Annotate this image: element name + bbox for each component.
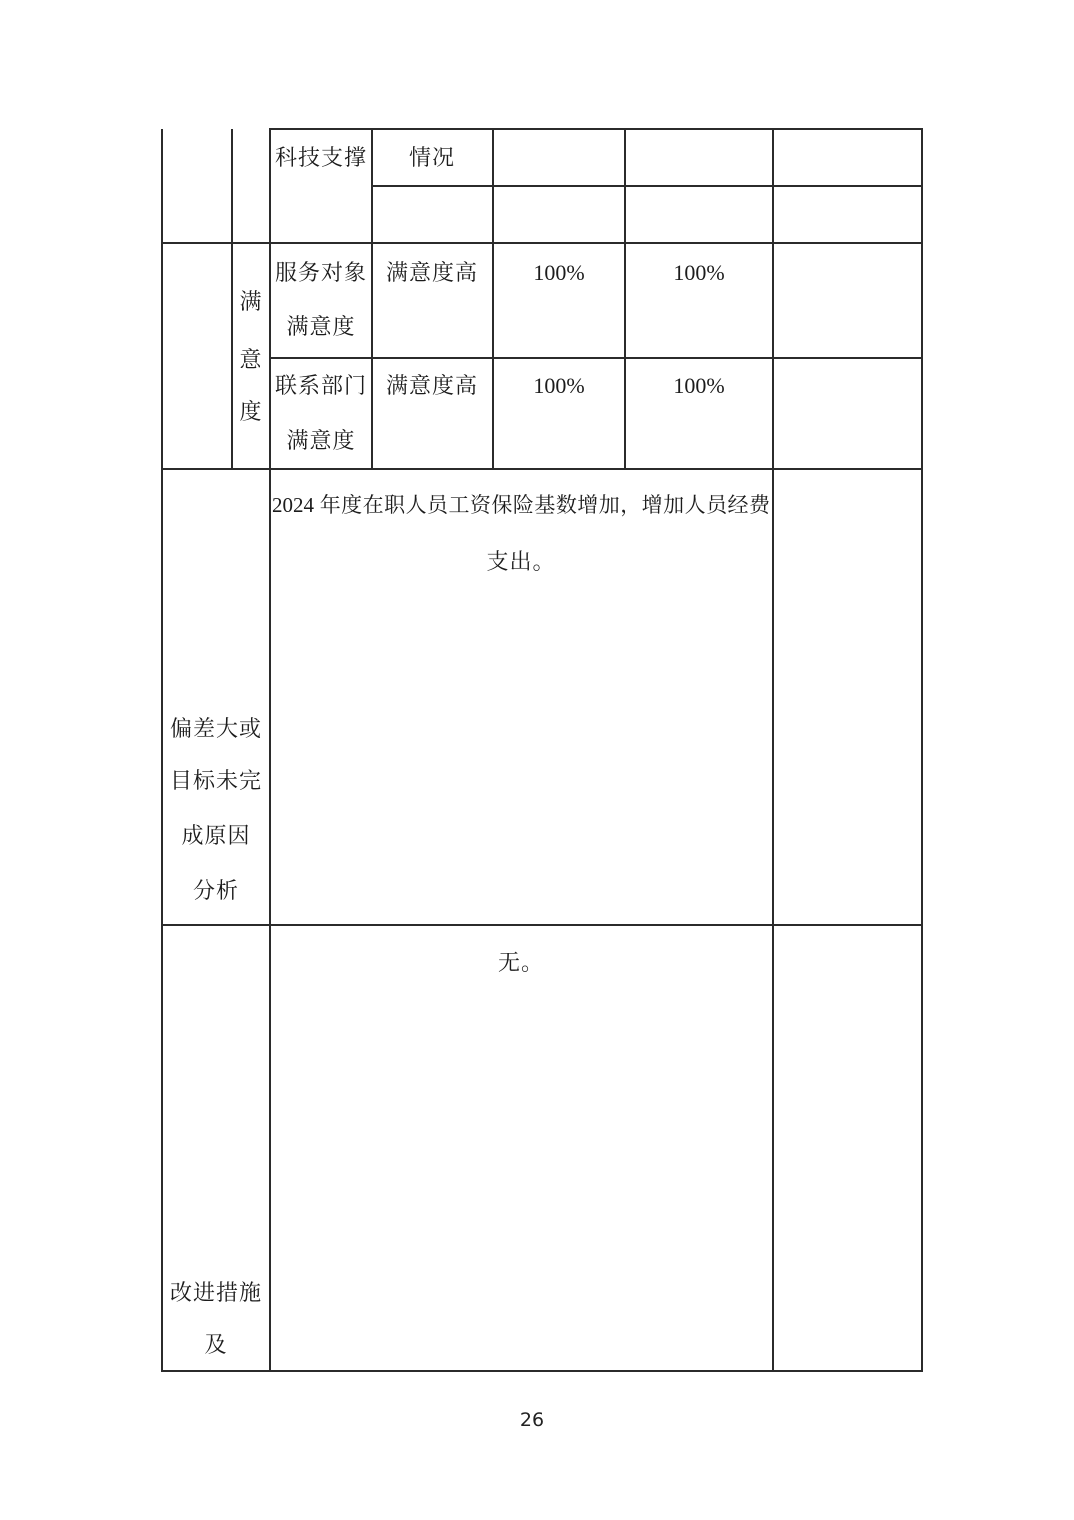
table-border-deviation-top	[161, 468, 923, 470]
deviation-label-line2: 目标未完	[169, 768, 263, 793]
deviation-label-line1: 偏差大或	[169, 716, 263, 741]
deviation-content-line1: 2024 年度在职人员工资保险基数增加，增加人员经费	[272, 493, 770, 517]
indicator-criteria-situation: 情况	[408, 145, 456, 170]
service-target-criteria: 满意度高	[385, 260, 479, 285]
table-border-under-criteria	[371, 185, 923, 187]
liaison-dept-indicator-line2: 满意度	[286, 428, 356, 453]
satisfaction-category-char-3: 度	[239, 399, 263, 424]
service-target-indicator-line1: 服务对象	[274, 260, 368, 285]
page-number: 26	[519, 1409, 545, 1431]
improvement-label-line1: 改进措施	[169, 1280, 263, 1305]
table-border-col7	[772, 128, 774, 1372]
liaison-dept-indicator-line1: 联系部门	[274, 373, 368, 398]
improvement-label-line2: 及	[204, 1332, 228, 1357]
table-border-bottom	[161, 1370, 923, 1372]
service-target-actual-value: 100%	[673, 260, 725, 285]
satisfaction-category-char-1: 满	[239, 289, 263, 314]
service-target-target-value: 100%	[533, 260, 585, 285]
liaison-dept-criteria: 满意度高	[385, 373, 479, 398]
table-border-satisfaction-top	[161, 242, 923, 244]
liaison-dept-target-value: 100%	[533, 373, 585, 398]
liaison-dept-actual-value: 100%	[673, 373, 725, 398]
table-border-col6	[624, 128, 626, 470]
table-border-col4	[371, 128, 373, 470]
indicator-name-tech-support: 科技支撑	[274, 145, 368, 170]
improvement-content: 无。	[497, 950, 545, 975]
table-border-left	[161, 129, 163, 1372]
table-border-col2	[231, 129, 233, 470]
table-border-satisfaction-split	[269, 357, 923, 359]
table-border-col5	[492, 128, 494, 470]
service-target-indicator-line2: 满意度	[286, 314, 356, 339]
table-border-improvement-top	[161, 924, 923, 926]
deviation-content-line2: 支出。	[486, 549, 556, 574]
deviation-label-line4: 分析	[192, 878, 240, 903]
table-border-top	[269, 128, 923, 130]
table-border-col3	[269, 128, 271, 1372]
table-border-right	[921, 128, 923, 1372]
satisfaction-category-char-2: 意	[239, 347, 263, 372]
deviation-label-line3: 成原因	[181, 823, 251, 848]
